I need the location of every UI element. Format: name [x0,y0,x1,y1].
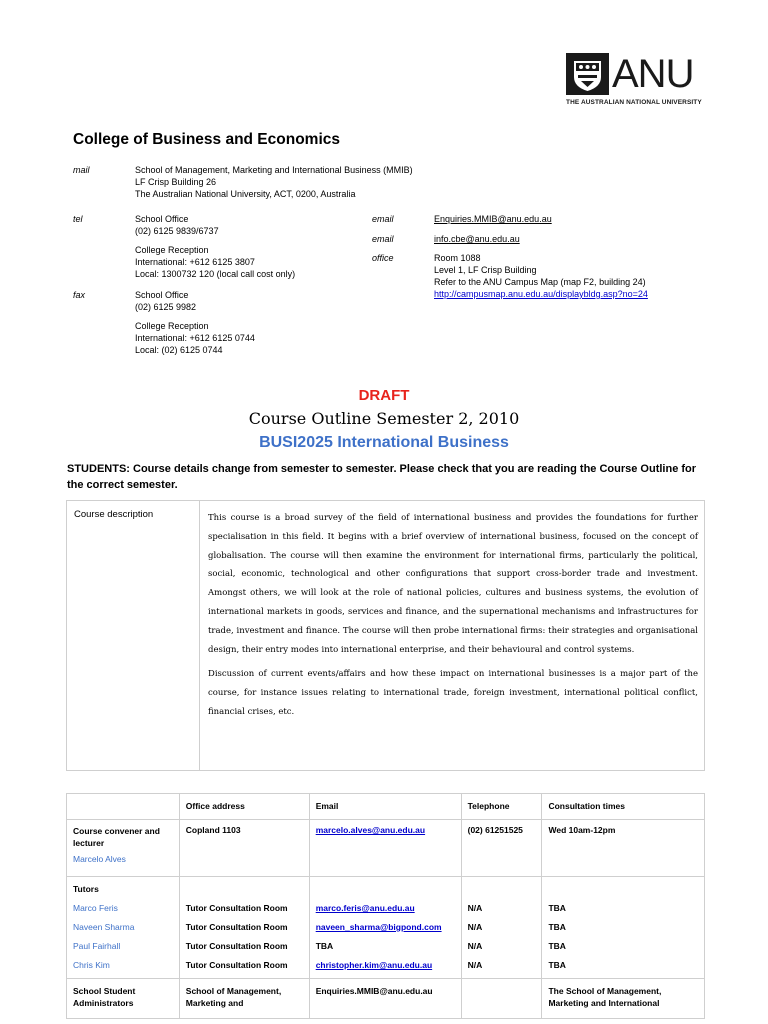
mail-label: mail [73,165,90,175]
email-label: email [372,214,394,224]
tutor-office: Tutor Consultation Room [185,941,288,951]
admin-role: School Student [73,986,136,996]
tutor-name: Marco Feris [73,903,118,913]
tutor-email: TBA [315,941,334,951]
tel-label: tel [73,214,83,224]
tutor-name: Naveen Sharma [73,922,135,932]
office-line: Level 1, LF Crisp Building [434,265,537,275]
college-title: College of Business and Economics [73,131,341,148]
office-details [434,252,648,300]
logo-name: ANU [612,52,694,96]
table-row-convener [67,820,705,877]
campus-map-link[interactable]: http://campusmap.anu.edu.au/displaybldg.asp?no=24 [434,289,648,299]
course-description-box [66,500,705,771]
tutor-office: Tutor Consultation Room [185,922,288,932]
tel-line: Local: 1300732 120 (local call cost only) [135,269,296,279]
admin-role: Administrators [73,998,134,1008]
email-enquiries-link[interactable]: Enquiries.MMIB@anu.edu.au [434,214,552,224]
header-cell: Telephone [461,794,542,820]
anu-logo [566,53,702,111]
tutor-email-link[interactable]: christopher.kim@anu.edu.au [315,960,433,970]
fax-line: School Office [135,290,189,300]
fax-line: (02) 6125 9982 [135,302,197,312]
tel-line: (02) 6125 9839/6737 [135,226,219,236]
header-cell: Office address [179,794,309,820]
tutor-email-link[interactable]: naveen_sharma@bigpond.com [315,922,442,932]
divider [199,501,200,770]
mail-line: The Australian National University, ACT, 0200, Australia [135,189,356,199]
outline-title: Course Outline Semester 2, 2010 [248,409,520,428]
tel-line: School Office [135,214,189,224]
tel-details [135,213,295,280]
convener-name: Marcelo Alves [73,854,126,864]
fax-label: fax [73,290,86,300]
admin-times: Marketing and International [548,998,660,1008]
staff-table [66,793,705,1019]
convener-phone: (02) 61251525 [467,825,523,835]
draft-label: DRAFT [358,387,410,404]
tutors-label: Tutors [73,884,99,894]
header-cell: Consultation times [542,794,705,820]
mail-line: LF Crisp Building 26 [135,177,217,187]
tutor-email-link[interactable]: marco.feris@anu.edu.au [315,903,415,913]
admin-times: The School of Management, [548,986,662,996]
students-note: STUDENTS: Course details change from semester to semester. Please check that you are reading the Course Outline for the correct semester. [67,463,697,491]
table-row-admin [67,979,705,1019]
tel-line: College Reception [135,245,209,255]
description-paragraph: Discussion of current events/affairs and how these impact on international businesses is a major part of the course, for instance issues relating to international trade, foreign investment, international political conflict, financial crises, etc. [208,669,698,717]
fax-line: College Reception [135,321,209,331]
fax-line [135,313,255,320]
tutor-times: TBA [548,903,566,913]
course-code-title: BUSI2025 International Business [259,434,509,451]
office-line: Room 1088 [434,253,481,263]
office-label: office [372,253,394,263]
header-cell: Email [309,794,461,820]
convener-email-link[interactable]: marcelo.alves@anu.edu.au [315,825,426,835]
header-cell [67,794,180,820]
fax-line: Local: (02) 6125 0744 [135,345,223,355]
tutor-phone: N/A [467,922,483,932]
tutor-name: Paul Fairhall [73,941,121,951]
fax-line: International: +612 6125 0744 [135,333,255,343]
office-line: Refer to the ANU Campus Map (map F2, building 24) [434,277,646,287]
convener-office: Copland 1103 [185,825,241,835]
tel-line [135,237,295,244]
tutor-phone: N/A [467,941,483,951]
mail-address [135,164,413,200]
tel-line: International: +612 6125 3807 [135,257,255,267]
tutor-times: TBA [548,941,566,951]
email-label-2: email [372,234,394,244]
tutor-office: Tutor Consultation Room [185,903,288,913]
course-description-label: Course description [74,509,154,520]
tutor-office: Tutor Consultation Room [185,960,288,970]
convener-times: Wed 10am-12pm [548,825,616,835]
crest-icon [566,53,609,95]
table-row-tutors [67,877,705,979]
course-description-text [208,509,698,728]
fax-details [135,289,255,356]
tutor-phone: N/A [467,960,483,970]
admin-office: Marketing and [185,998,244,1008]
description-paragraph: This course is a broad survey of the field of international business and provides the foundations for further specialisation in this field. It begins with a brief overview of international business, focused on the concept of globalisation. The course will then examine the environment for international firms, particularly the political, social, economic, technological and other configurations that support cross-border trade and investment. Amongst others, we will look at the role of national policies, cultures and business systems, the evolution of international markets in goods, services and finance, and the supernational mechanisms and infrastructures for trade, investment and finance. The course will then probe international firms: their strategies and organisational design, their entry modes into international enterprise, and their behavioural and control systems. [208,513,698,655]
admin-office: School of Management, [185,986,282,996]
mail-line: School of Management, Marketing and International Business (MMIB) [135,165,413,175]
table-header-row [67,794,705,820]
tutor-times: TBA [548,922,566,932]
tutor-phone: N/A [467,903,483,913]
convener-role: Course convener and lecturer [73,826,160,848]
email-info-link[interactable]: info.cbe@anu.edu.au [434,234,520,244]
tutor-times: TBA [548,960,566,970]
admin-email: Enquiries.MMIB@anu.edu.au [315,986,433,996]
logo-subtitle: THE AUSTRALIAN NATIONAL UNIVERSITY [566,99,702,106]
tutor-name: Chris Kim [73,960,110,970]
